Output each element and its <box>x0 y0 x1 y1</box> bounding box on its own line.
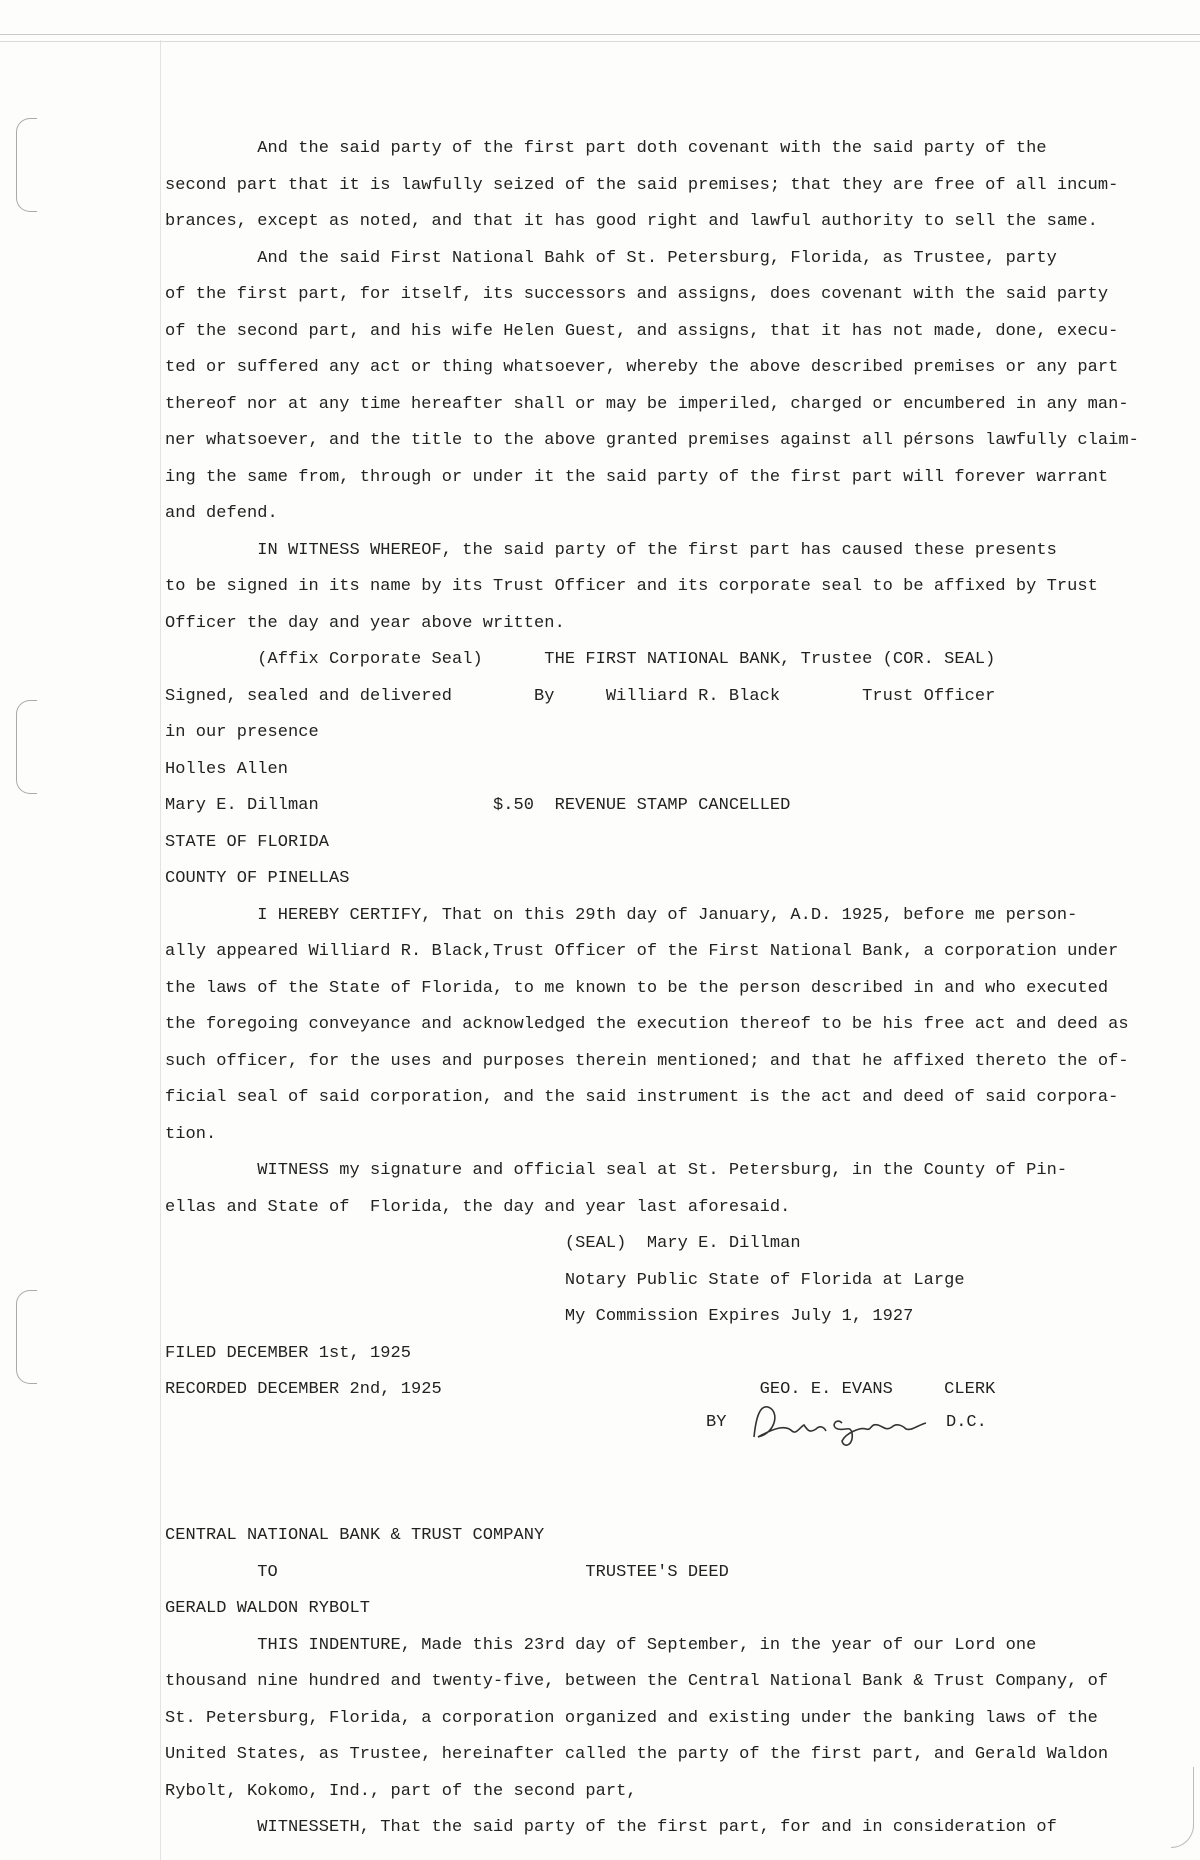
document-line: And the said party of the first part doth covenant with the said party of the <box>165 139 1047 158</box>
document-line: second part that it is lawfully seized of the said premises; that they are free of all incum- <box>165 175 1119 195</box>
signature-by-label: BY <box>706 1413 727 1432</box>
document-line: of the first part, for itself, its successors and assigns, does covenant with the said party <box>165 285 1109 304</box>
signature-dc-label: D.C. <box>946 1413 987 1432</box>
document-line: (SEAL) Mary E. Dillman <box>165 1234 801 1253</box>
document-line <box>165 1482 1155 1519</box>
page-curl <box>1171 1767 1194 1848</box>
document-line: IN WITNESS WHEREOF, the said party of the first part has caused these presents <box>165 540 1057 560</box>
document-line: CENTRAL NATIONAL BANK & TRUST COMPANY <box>165 1526 545 1545</box>
document-line: tion. <box>165 1124 217 1144</box>
document-line: to be signed in its name by its Trust Officer and its corporate seal to be affixed by Trust <box>165 577 1098 596</box>
binder-hole <box>16 118 37 212</box>
document-line: COUNTY OF PINELLAS <box>165 869 350 888</box>
document-line: ner whatsoever, and the title to the above granted premises against all pérsons lawfully claim- <box>165 431 1139 450</box>
document-line: TO TRUSTEE'S DEED <box>165 1562 729 1582</box>
document-line: My Commission Expires July 1, 1927 <box>165 1307 914 1326</box>
binder-hole <box>16 700 37 794</box>
document-line: such officer, for the uses and purposes therein mentioned; and that he affixed thereto the of- <box>165 1051 1129 1071</box>
document-line: thousand nine hundred and twenty-five, between the Central National Bank & Trust Company, of <box>165 1672 1109 1691</box>
document-line: WITNESS my signature and official seal at St. Petersburg, in the County of Pin- <box>165 1161 1068 1180</box>
document-line: ing the same from, through or under it the said party of the first part will forever warrant <box>165 467 1109 487</box>
document-line: St. Petersburg, Florida, a corporation organized and existing under the banking laws of the <box>165 1708 1098 1728</box>
document-line: RECORDED DECEMBER 2nd, 1925 GEO. E. EVANS CLERK <box>165 1380 996 1399</box>
document-line <box>165 1409 1155 1446</box>
document-line: Holles Allen <box>165 759 289 779</box>
clerk-signature-block <box>706 1397 1006 1469</box>
document-line: And the said First National Bahk of St. Petersburg, Florida, as Trustee, party <box>165 248 1057 268</box>
document-line: the laws of the State of Florida, to me known to be the person described in and who executed <box>165 978 1109 998</box>
document-line <box>165 1445 1155 1482</box>
document-line: ellas and State of Florida, the day and year last aforesaid. <box>165 1197 791 1217</box>
document-line: STATE OF FLORIDA <box>165 832 330 852</box>
document-line: in our presence <box>165 723 319 742</box>
document-line: Mary E. Dillman $.50 REVENUE STAMP CANCELLED <box>165 796 791 815</box>
document-line: WITNESSETH, That the said party of the first part, for and in consideration of <box>165 1818 1057 1837</box>
document-line: Signed, sealed and delivered By Williard R. Black Trust Officer <box>165 686 996 706</box>
document-line: ted or suffered any act or thing whatsoever, whereby the above described premises or any part <box>165 358 1119 377</box>
document-line: GERALD WALDON RYBOLT <box>165 1599 371 1618</box>
page-top-rule <box>0 34 1200 42</box>
document-line: ficial seal of said corporation, and the said instrument is the act and deed of said corpora- <box>165 1088 1119 1107</box>
document-line: thereof nor at any time hereafter shall or may be imperiled, charged or encumbered in any man- <box>165 394 1129 414</box>
document-line: Notary Public State of Florida at Large <box>165 1270 965 1290</box>
document-line: Officer the day and year above written. <box>165 613 565 633</box>
document-line: THIS INDENTURE, Made this 23rd day of September, in the year of our Lord one <box>165 1635 1037 1655</box>
document-line: FILED DECEMBER 1st, 1925 <box>165 1343 412 1363</box>
document-line: I HEREBY CERTIFY, That on this 29th day of January, A.D. 1925, before me person- <box>165 905 1078 925</box>
binder-hole <box>16 1290 37 1384</box>
document-line: of the second part, and his wife Helen Guest, and assigns, that it has not made, done, execu- <box>165 321 1119 341</box>
left-margin-rule <box>160 40 161 1860</box>
document-line: the foregoing conveyance and acknowledged the execution thereof to be his free act and deed as <box>165 1015 1129 1034</box>
document-text <box>165 131 1155 1847</box>
document-line: United States, as Trustee, hereinafter called the party of the first part, and Gerald Waldon <box>165 1745 1109 1764</box>
document-line: brances, except as noted, and that it has good right and lawful authority to sell the same. <box>165 212 1098 231</box>
document-line: ally appeared Williard R. Black,Trust Officer of the First National Bank, a corporation under <box>165 942 1119 961</box>
document-line: and defend. <box>165 504 278 523</box>
handwritten-signature <box>746 1397 936 1449</box>
document-line: Rybolt, Kokomo, Ind., part of the second part, <box>165 1781 637 1801</box>
document-line: (Affix Corporate Seal) THE FIRST NATIONAL BANK, Trustee (COR. SEAL) <box>165 650 996 669</box>
